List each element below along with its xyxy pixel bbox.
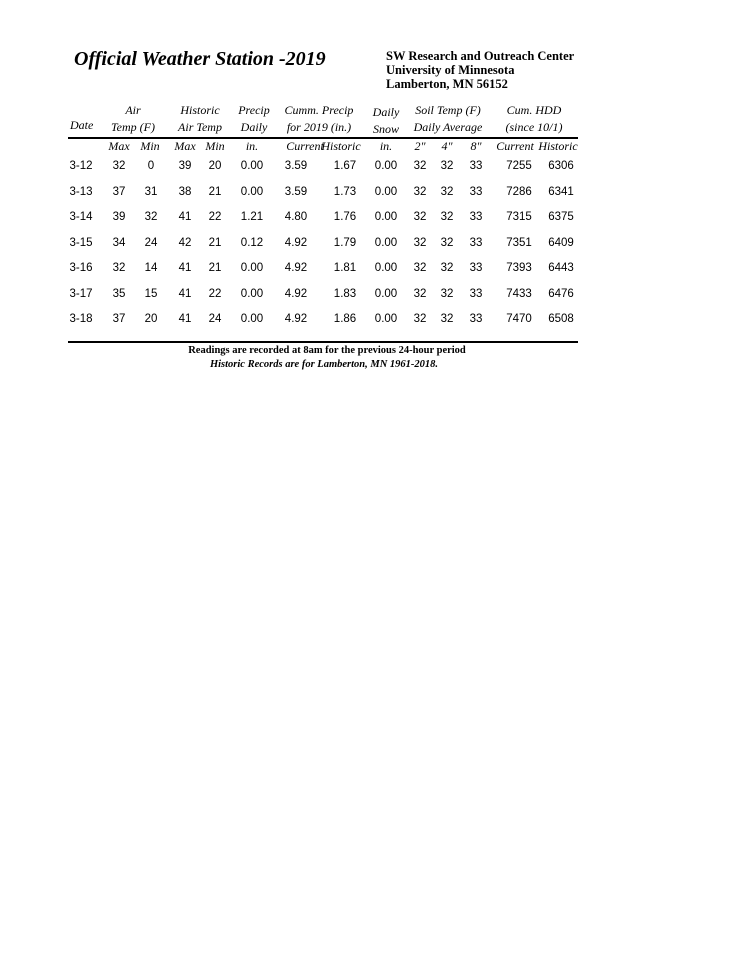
sub-header-cumm-current: Current [286,139,324,153]
cell-soil-8in: 33 [469,185,483,198]
cell-air-min: 0 [147,160,155,172]
cell-soil-2in: 32 [413,287,427,300]
cell-hdd-historic: 6508 [548,313,574,325]
cell-cumm-historic: 1.83 [333,287,357,300]
cell-air-max: 34 [112,236,126,249]
header-historic-air-temp: Historic Air Temp [178,103,222,134]
sub-header-hist-min: Min [205,139,225,153]
cell-date: 3-18 [69,313,93,325]
cell-soil-2in: 32 [413,262,427,274]
cell-cumm-historic: 1.81 [333,262,357,274]
cell-hdd-current: 7255 [506,160,532,172]
cell-hdd-historic: 6443 [548,262,574,274]
cell-date: 3-16 [69,262,93,274]
cell-soil-8in: 33 [469,236,483,249]
cell-hist-min: 22 [208,211,222,223]
cell-cumm-current: 3.59 [284,185,308,198]
sub-header-cumm-historic: Historic [321,139,361,153]
cell-soil-4in: 32 [440,160,454,172]
cell-precip-daily: 0.00 [240,287,264,300]
cell-soil-2in: 32 [413,236,427,249]
cell-air-max: 32 [112,262,126,274]
cell-air-min: 14 [144,262,158,274]
cell-soil-4in: 32 [440,262,454,274]
cell-soil-4in: 32 [440,185,454,198]
cell-date: 3-17 [69,287,93,300]
sub-header-hdd-current: Current [496,139,534,153]
cell-hdd-current: 7433 [506,287,532,300]
cell-hist-max: 41 [178,211,192,223]
cell-precip-daily: 1.21 [240,211,264,223]
cell-hist-max: 38 [178,185,192,198]
cell-air-max: 32 [112,160,126,172]
cell-precip-daily: 0.00 [240,262,264,274]
org-name: SW Research and Outreach Center [386,49,575,63]
table-row [0,237,741,257]
cell-hdd-historic: 6409 [548,236,574,249]
cell-hist-max: 39 [178,160,192,172]
header-daily-snow: Daily Snow [372,105,400,136]
footer-note: Readings are recorded at 8am for the previous 24-hour period [188,345,466,356]
cell-cumm-current: 4.92 [284,236,308,249]
cell-soil-8in: 33 [469,262,483,274]
sub-header-air-min: Min [140,139,160,153]
cell-cumm-current: 4.92 [284,262,308,274]
cell-soil-2in: 32 [413,313,427,325]
cell-air-max: 37 [112,185,126,198]
cell-snow: 0.00 [374,185,398,198]
table-row [0,262,741,282]
sub-header-hist-max: Max [174,139,196,153]
cell-snow: 0.00 [374,160,398,172]
header-air-temp: Air Temp (F) [111,103,155,134]
org-address: Lamberton, MN 56152 [386,77,508,91]
cell-soil-8in: 33 [469,211,483,223]
cell-soil-2in: 32 [413,211,427,223]
cell-hdd-current: 7393 [506,262,532,274]
cell-hist-min: 24 [208,313,222,325]
sub-header-precip-in: in. [245,139,259,153]
header-cumm-precip: Cumm. Precip for 2019 (in.) [284,103,354,134]
cell-soil-2in: 32 [413,185,427,198]
cell-hdd-current: 7351 [506,236,532,249]
cell-air-min: 20 [144,313,158,325]
cell-air-min: 32 [144,211,158,223]
cell-hdd-historic: 6375 [548,211,574,223]
cell-hdd-historic: 6306 [548,160,574,172]
cell-cumm-current: 3.59 [284,160,308,172]
cell-hist-max: 42 [178,236,192,249]
cell-hist-min: 20 [208,160,222,172]
cell-hist-max: 41 [178,313,192,325]
cell-cumm-historic: 1.76 [333,211,357,223]
cell-snow: 0.00 [374,211,398,223]
table-row [0,211,741,231]
cell-hdd-current: 7315 [506,211,532,223]
cell-hdd-current: 7286 [506,185,532,198]
cell-soil-4in: 32 [440,313,454,325]
cell-soil-4in: 32 [440,287,454,300]
cell-soil-2in: 32 [413,160,427,172]
cell-hdd-current: 7470 [506,313,532,325]
sub-header-air-max: Max [108,139,130,153]
cell-air-min: 24 [144,236,158,249]
footer-historic-note: Historic Records are for Lamberton, MN 1961-2018. [209,359,439,370]
page-title: Official Weather Station -2019 [74,48,326,70]
sub-header-soil-8in: 8" [470,139,482,153]
table-row [0,313,741,333]
sub-header-soil-4in: 4" [441,139,453,153]
header-soil-temp: Soil Temp (F) Daily Average [413,103,483,134]
sub-header-snow-in: in. [379,139,393,153]
cell-cumm-historic: 1.86 [333,313,357,325]
sub-header-soil-2in: 2" [414,139,426,153]
table-row [0,288,741,308]
cell-date: 3-12 [69,160,93,172]
header-cum-hdd: Cum. HDD (since 10/1) [505,103,563,134]
cell-hist-max: 41 [178,287,192,300]
sub-header-hdd-historic: Historic [538,139,578,153]
cell-date: 3-14 [69,211,93,223]
cell-cumm-historic: 1.79 [333,236,357,249]
cell-hist-min: 21 [208,236,222,249]
footer-rule [68,341,578,343]
cell-precip-daily: 0.00 [240,313,264,325]
cell-hist-min: 21 [208,262,222,274]
cell-snow: 0.00 [374,262,398,274]
cell-precip-daily: 0.00 [240,185,264,198]
cell-precip-daily: 0.12 [240,236,264,249]
cell-cumm-current: 4.92 [284,287,308,300]
cell-cumm-current: 4.80 [284,211,308,223]
cell-hist-max: 41 [178,262,192,274]
cell-cumm-historic: 1.73 [333,185,357,198]
cell-snow: 0.00 [374,236,398,249]
cell-date: 3-15 [69,236,93,249]
organization-block [386,49,574,91]
cell-snow: 0.00 [374,287,398,300]
cell-soil-8in: 33 [469,287,483,300]
cell-hist-min: 21 [208,185,222,198]
cell-cumm-historic: 1.67 [333,160,357,172]
cell-soil-4in: 32 [440,236,454,249]
cell-date: 3-13 [69,185,93,198]
table-row [0,160,741,180]
cell-hdd-historic: 6341 [548,185,574,198]
cell-cumm-current: 4.92 [284,313,308,325]
cell-soil-8in: 33 [469,160,483,172]
table-row [0,186,741,206]
cell-air-min: 31 [144,185,158,198]
cell-air-max: 37 [112,313,126,325]
cell-air-min: 15 [144,287,158,300]
cell-hdd-historic: 6476 [548,287,574,300]
cell-air-max: 39 [112,211,126,223]
cell-precip-daily: 0.00 [240,160,264,172]
header-precip-daily: Precip Daily [238,103,270,134]
org-university: University of Minnesota [386,63,515,77]
cell-soil-8in: 33 [469,313,483,325]
cell-hist-min: 22 [208,287,222,300]
cell-soil-4in: 32 [440,211,454,223]
cell-air-max: 35 [112,287,126,300]
cell-snow: 0.00 [374,313,398,325]
header-date: Date [70,118,94,132]
